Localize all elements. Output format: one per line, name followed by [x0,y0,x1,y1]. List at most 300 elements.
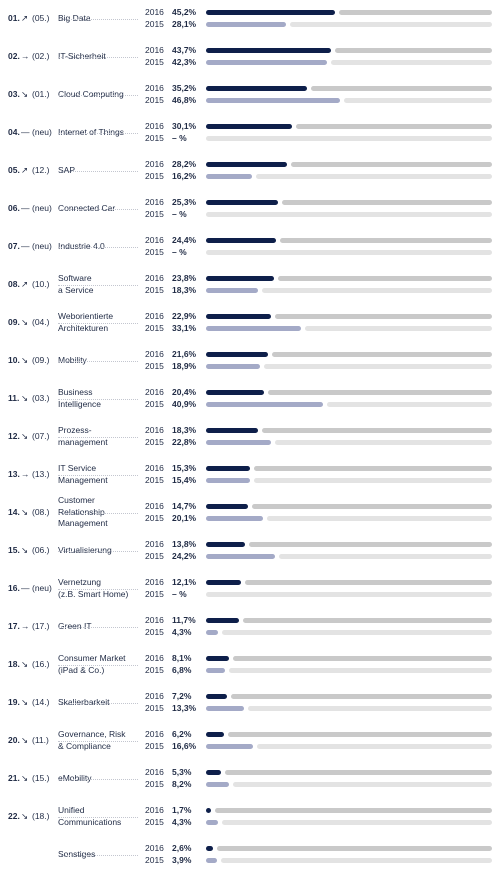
value-label: 14,7% [172,501,197,511]
bar-2015 [206,364,260,369]
bar-track [275,314,492,319]
bar-track [267,516,492,521]
rank-number: 02. [8,51,20,61]
value-label: 22,9% [172,311,197,321]
bar-2015 [206,174,252,179]
bar-2016 [206,846,213,851]
year-label: 2015 [145,551,164,561]
value-label: 46,8% [172,95,197,105]
previous-rank: (neu) [32,583,52,593]
value-label: – % [172,589,187,599]
year-label: 2016 [145,463,164,473]
rank-number: 19. [8,697,20,707]
ranking-row [0,309,500,347]
trend-arrow-icon: ↘ [21,507,29,517]
bar-track [262,428,492,433]
year-label: 2016 [145,767,164,777]
bar-track [231,694,492,699]
bar-track [222,820,492,825]
year-label: 2015 [145,817,164,827]
year-label: 2016 [145,653,164,663]
year-label: 2015 [145,19,164,29]
year-label: 2015 [145,855,164,865]
rank-number: 08. [8,279,20,289]
trend-arrow-icon: ↘ [21,659,29,669]
bar-2016 [206,314,271,319]
trend-arrow-icon: ↘ [21,811,29,821]
value-label: 18,3% [172,285,197,295]
previous-rank: (14.) [32,697,50,707]
trend-arrow-icon: ↘ [21,735,29,745]
ranking-row [0,727,500,765]
leader-line [58,703,138,704]
topic-label: Customer Relationship Management [58,495,108,529]
value-label: 8,1% [172,653,192,663]
rank-number: 12. [8,431,20,441]
bar-track [311,86,492,91]
value-label: 4,3% [172,817,192,827]
value-label: 6,8% [172,665,192,675]
previous-rank: (10.) [32,279,50,289]
ranking-row [0,157,500,195]
bar-2015 [206,744,253,749]
previous-rank: (05.) [32,13,50,23]
trend-arrow-icon: ↘ [21,393,29,403]
bar-2016 [206,86,307,91]
trend-arrow-icon: → [21,621,30,631]
rank-number: 06. [8,203,20,213]
bar-2015 [206,668,225,673]
leader-line [58,247,138,248]
ranking-row [0,233,500,271]
rank-number: 16. [8,583,20,593]
trend-arrow-icon: — [21,583,30,593]
topic-label: IT Service Management [58,463,108,485]
ranking-row [0,5,500,43]
topic-label: Virtualisierung [58,544,112,555]
bar-2015 [206,516,263,521]
leader-line [58,855,138,856]
topic-label: Internet of Things [58,126,124,137]
trend-arrow-icon: ↘ [21,773,29,783]
year-label: 2015 [145,627,164,637]
value-label: 43,7% [172,45,197,55]
leader-line [58,399,138,400]
bar-track [264,364,492,369]
value-label: 12,1% [172,577,197,587]
ranking-row [0,119,500,157]
rank-number: 14. [8,507,20,517]
rank-number: 05. [8,165,20,175]
trend-arrow-icon: ↘ [21,317,29,327]
rank-number: 17. [8,621,20,631]
ranking-row [0,461,500,499]
value-label: 30,1% [172,121,197,131]
leader-line [58,589,138,590]
trend-arrow-icon: — [21,241,30,251]
rank-number: 03. [8,89,20,99]
previous-rank: (01.) [32,89,50,99]
trend-arrow-icon: ↘ [21,431,29,441]
bar-track [296,124,492,129]
trend-arrow-icon: — [21,203,30,213]
bar-track [206,592,492,597]
bar-track [291,162,492,167]
value-label: 8,2% [172,779,192,789]
previous-rank: (17.) [32,621,50,631]
topic-label: Sonstiges [58,848,96,859]
ranking-row [0,841,500,879]
year-label: 2016 [145,235,164,245]
rank-number: 07. [8,241,20,251]
bar-2015 [206,288,258,293]
ranking-row [0,803,500,841]
leader-line [58,513,138,514]
bar-2016 [206,580,241,585]
bar-2016 [206,200,278,205]
bar-track [254,478,492,483]
year-label: 2016 [145,539,164,549]
bar-2015 [206,440,271,445]
value-label: 11,7% [172,615,196,625]
bar-2016 [206,124,292,129]
year-label: 2015 [145,741,164,751]
value-label: 18,9% [172,361,197,371]
value-label: 40,9% [172,399,197,409]
previous-rank: (neu) [32,203,52,213]
bar-2015 [206,98,340,103]
trend-arrow-icon: ↗ [21,279,29,289]
previous-rank: (12.) [32,165,50,175]
value-label: 4,3% [172,627,192,637]
topic-label: Big Data [58,12,91,23]
leader-line [58,817,138,818]
previous-rank: (03.) [32,393,50,403]
year-label: 2015 [145,703,164,713]
value-label: 5,3% [172,767,192,777]
leader-line [58,95,138,96]
year-label: 2016 [145,7,164,17]
year-label: 2016 [145,691,164,701]
rank-number: 20. [8,735,20,745]
year-label: 2016 [145,843,164,853]
trend-arrow-icon: ↗ [21,13,29,23]
previous-rank: (07.) [32,431,50,441]
year-label: 2016 [145,387,164,397]
bar-2016 [206,732,224,737]
previous-rank: (11.) [32,735,49,745]
year-label: 2016 [145,83,164,93]
value-label: 24,4% [172,235,197,245]
value-label: 23,8% [172,273,197,283]
bar-2015 [206,326,301,331]
rank-number: 10. [8,355,20,365]
previous-rank: (04.) [32,317,50,327]
leader-line [58,741,138,742]
topic-label: SAP [58,164,76,175]
value-label: 33,1% [172,323,197,333]
value-label: 35,2% [172,83,197,93]
bar-track [225,770,492,775]
bar-track [206,136,492,141]
topic-label: Mobility [58,354,87,365]
value-label: 42,3% [172,57,197,67]
previous-rank: (18.) [32,811,50,821]
topic-label: Prozess- management [58,425,108,447]
topic-label: Skalierbarkeit [58,696,110,707]
value-label: 24,2% [172,551,197,561]
ranking-row [0,347,500,385]
bar-track [243,618,492,623]
rank-number: 15. [8,545,20,555]
leader-line [58,19,138,20]
bar-track [206,212,492,217]
bar-2015 [206,478,250,483]
previous-rank: (02.) [32,51,50,61]
previous-rank: (neu) [32,127,52,137]
bar-2016 [206,352,268,357]
previous-rank: (16.) [32,659,50,669]
ranking-row [0,651,500,689]
ranking-row [0,385,500,423]
bar-track [275,440,492,445]
year-label: 2016 [145,805,164,815]
bar-track [280,238,492,243]
year-label: 2015 [145,513,164,523]
year-label: 2015 [145,285,164,295]
bar-track [268,390,492,395]
bar-track [221,858,492,863]
year-label: 2015 [145,361,164,371]
value-label: – % [172,247,187,257]
year-label: 2015 [145,323,164,333]
value-label: 2,6% [172,843,192,853]
bar-track [282,200,492,205]
year-label: 2016 [145,121,164,131]
value-label: 25,3% [172,197,197,207]
value-label: 15,3% [172,463,197,473]
bar-track [278,276,492,281]
ranking-row [0,689,500,727]
previous-rank: (09.) [32,355,50,365]
leader-line [58,627,138,628]
year-label: 2016 [145,273,164,283]
bar-2015 [206,554,275,559]
trend-arrow-icon: ↘ [21,545,29,555]
leader-line [58,665,138,666]
bar-track [217,846,492,851]
bar-2016 [206,694,227,699]
value-label: 15,4% [172,475,197,485]
leader-line [58,475,138,476]
bar-track [279,554,492,559]
year-label: 2016 [145,159,164,169]
topic-label: eMobility [58,772,92,783]
bar-2016 [206,390,264,395]
trend-arrow-icon: ↘ [21,697,29,707]
topic-label: IT-Sicherheit [58,50,106,61]
topic-label: Consumer Market (iPad & Co.) [58,653,126,675]
topic-label: Unified Communications [58,805,122,827]
year-label: 2015 [145,399,164,409]
bar-track [228,732,492,737]
topic-label: Green IT [58,620,92,631]
bar-track [249,542,492,547]
value-label: 16,2% [172,171,197,181]
bar-track [245,580,492,585]
previous-rank: (15.) [32,773,50,783]
bar-2016 [206,504,248,509]
bar-2015 [206,820,218,825]
year-label: 2015 [145,57,164,67]
value-label: 21,6% [172,349,197,359]
bar-2016 [206,618,239,623]
leader-line [58,171,138,172]
trend-arrow-icon: → [21,51,30,61]
bar-track [256,174,492,179]
value-label: 1,7% [172,805,192,815]
value-label: 20,1% [172,513,197,523]
rank-number: 22. [8,811,20,821]
bar-track [222,630,492,635]
year-label: 2015 [145,209,164,219]
year-label: 2016 [145,729,164,739]
topic-label: Cloud Computing [58,88,124,99]
bar-2016 [206,656,229,661]
year-label: 2016 [145,197,164,207]
bar-2016 [206,466,250,471]
leader-line [58,437,138,438]
bar-track [344,98,492,103]
year-label: 2016 [145,349,164,359]
value-label: 13,8% [172,539,197,549]
bar-track [206,250,492,255]
rank-number: 01. [8,13,20,23]
bar-track [254,466,492,471]
year-label: 2015 [145,779,164,789]
year-label: 2015 [145,589,164,599]
bar-track [335,48,492,53]
rank-number: 21. [8,773,20,783]
topic-label: Vernetzung (z.B. Smart Home) [58,577,129,599]
bar-track [257,744,492,749]
trend-arrow-icon: ↘ [21,89,29,99]
leader-line [58,361,138,362]
bar-2016 [206,162,287,167]
year-label: 2015 [145,665,164,675]
value-label: 13,3% [172,703,197,713]
topic-label: Weborientierte Architekturen [58,311,114,333]
rank-number: 09. [8,317,20,327]
value-label: – % [172,209,187,219]
ranking-row [0,495,500,537]
ranking-row [0,765,500,803]
bar-track [290,22,492,27]
year-label: 2016 [145,311,164,321]
previous-rank: (13.) [32,469,50,479]
ranking-row [0,195,500,233]
bar-track [233,782,492,787]
trend-arrow-icon: ↗ [21,165,29,175]
year-label: 2016 [145,615,164,625]
topic-label: Software a Service [58,273,94,295]
value-label: 6,2% [172,729,192,739]
value-label: – % [172,133,187,143]
bar-track [272,352,492,357]
trend-arrow-icon: ↘ [21,355,29,365]
topic-label: Business Intelligence [58,387,102,409]
previous-rank: (neu) [32,241,52,251]
year-label: 2015 [145,475,164,485]
bar-track [262,288,492,293]
value-label: 7,2% [172,691,192,701]
rank-number: 18. [8,659,20,669]
bar-track [339,10,492,15]
year-label: 2015 [145,171,164,181]
leader-line [58,779,138,780]
year-label: 2016 [145,577,164,587]
bar-track [327,402,492,407]
rank-number: 11. [8,393,20,403]
bar-2016 [206,428,258,433]
bar-track [305,326,492,331]
bar-2016 [206,238,276,243]
bar-track [248,706,492,711]
previous-rank: (08.) [32,507,50,517]
bar-2016 [206,808,211,813]
bar-2016 [206,10,335,15]
value-label: 22,8% [172,437,197,447]
year-label: 2016 [145,45,164,55]
bar-2015 [206,22,286,27]
previous-rank: (06.) [32,545,50,555]
trend-arrow-icon: → [21,469,30,479]
ranking-row [0,43,500,81]
ranking-row [0,537,500,575]
bar-2015 [206,782,229,787]
topic-label: Industrie 4.0 [58,240,105,251]
leader-line [58,551,138,552]
bar-track [252,504,492,509]
bar-2015 [206,60,327,65]
leader-line [58,57,138,58]
year-label: 2016 [145,501,164,511]
year-label: 2016 [145,425,164,435]
value-label: 45,2% [172,7,197,17]
leader-line [58,285,138,286]
bar-2015 [206,858,217,863]
year-label: 2015 [145,247,164,257]
bar-2015 [206,630,218,635]
bar-2016 [206,276,274,281]
leader-line [58,323,138,324]
bar-2016 [206,48,331,53]
bar-2015 [206,402,323,407]
value-label: 28,1% [172,19,197,29]
rank-number: 13. [8,469,20,479]
bar-track [229,668,492,673]
rank-number: 04. [8,127,20,137]
ranking-row [0,423,500,461]
bar-2016 [206,542,245,547]
year-label: 2015 [145,95,164,105]
bar-track [233,656,492,661]
topic-label: Connected Car [58,202,116,213]
leader-line [58,209,138,210]
value-label: 20,4% [172,387,197,397]
value-label: 3,9% [172,855,192,865]
bar-track [331,60,492,65]
